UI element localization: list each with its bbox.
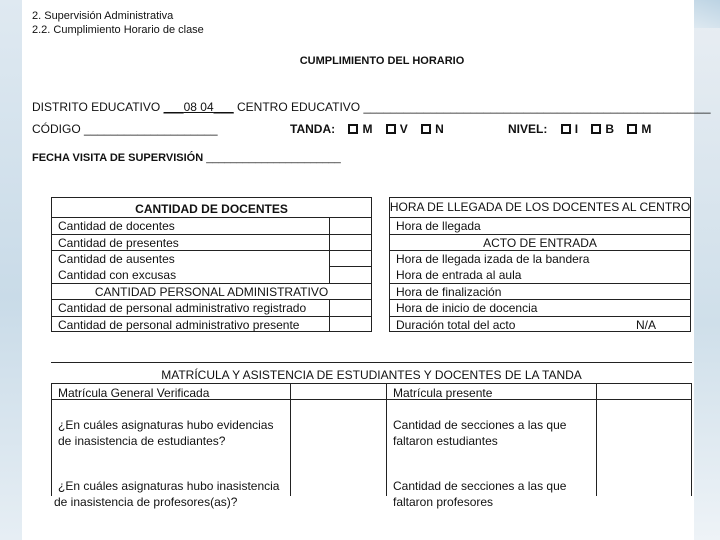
table-row: Cantidad de presentes [58,236,179,250]
question-secciones-profesores-line2: faltaron profesores [393,495,494,509]
centro-label: CENTRO EDUCATIVO [237,100,361,114]
distrito-label: DISTRITO EDUCATIVO [32,100,161,114]
table-row: Hora de llegada [396,219,481,233]
nivel-b-checkbox[interactable] [591,124,601,134]
tanda-label: TANDA: [290,122,336,136]
nivel-m-label: M [641,122,652,136]
question-asignaturas-estudiantes-line2: de inasistencia de estudiantes? [58,434,226,448]
table-row: Hora de llegada izada de la bandera [396,252,590,266]
docentes-header: CANTIDAD DE DOCENTES [135,202,288,216]
tanda-m-label: M [362,122,373,136]
llegada-header: HORA DE LLEGADA DE LOS DOCENTES AL CENTRO [389,200,691,214]
matricula-header: MATRÍCULA Y ASISTENCIA DE ESTUDIANTES Y DOCENTES DE LA TANDA [161,368,582,382]
section-heading: 2. Supervisión Administrativa [32,10,174,22]
table-row: Hora de finalización [396,285,502,299]
matricula-general-label: Matrícula General Verificada [58,386,210,400]
question-secciones-profesores: Cantidad de secciones a las que [393,479,567,493]
table-row: Cantidad con excusas [58,268,177,282]
question-asignaturas-profesores-line2: de inasistencia de profesores(as)? [54,495,238,509]
tanda-m-checkbox[interactable] [348,124,358,134]
table-row: Hora de entrada al aula [396,268,522,282]
matricula-presente-label: Matrícula presente [393,386,493,400]
na-value: N/A [636,318,657,332]
nivel-b-label: B [605,122,615,136]
codigo-blank[interactable]: ____________________ [84,122,218,136]
personal-header: CANTIDAD PERSONAL ADMINISTRATIVO [94,285,329,299]
distrito-field [32,100,711,114]
tanda-n-label: N [435,122,444,136]
tanda-n-checkbox[interactable] [421,124,431,134]
slide-right-band [694,0,720,540]
table-row: Duración total del acto [396,318,516,332]
nivel-i-label: I [574,122,579,136]
nivel-field [508,122,651,136]
tanda-v-checkbox[interactable] [386,124,396,134]
table-row: Hora de inicio de docencia [396,301,538,315]
codigo-label: CÓDIGO [32,122,81,136]
nivel-i-checkbox[interactable] [561,124,571,134]
question-asignaturas-estudiantes: ¿En cuáles asignaturas hubo evidencias [58,418,274,432]
fecha-label: FECHA VISITA DE SUPERVISIÓN [32,152,204,164]
table-row: Cantidad de personal administrativo presente [58,318,300,332]
question-asignaturas-profesores: ¿En cuáles asignaturas hubo inasistencia [58,479,280,493]
question-secciones-estudiantes-line2: faltaron estudiantes [393,434,498,448]
table-row: Cantidad de ausentes [58,252,175,266]
tanda-v-label: V [399,122,408,136]
slide-left-band [0,0,22,540]
codigo-field [32,122,218,136]
fecha-blank[interactable]: ______________________ [206,152,341,164]
centro-blank[interactable]: ____________________________________________________ [363,100,711,114]
table-row: Cantidad de docentes [58,219,175,233]
page-title: CUMPLIMIENTO DEL HORARIO [299,55,465,67]
fecha-field [32,152,341,164]
acto-header: ACTO DE ENTRADA [483,236,597,250]
table-row: Cantidad de personal administrativo registrado [58,301,307,315]
tanda-field [290,122,444,136]
nivel-m-checkbox[interactable] [627,124,637,134]
distrito-value[interactable]: ___08 04___ [163,100,234,114]
subsection-heading: 2.2. Cumplimiento Horario de clase [32,24,204,36]
question-secciones-estudiantes: Cantidad de secciones a las que [393,418,567,432]
nivel-label: NIVEL: [508,122,548,136]
